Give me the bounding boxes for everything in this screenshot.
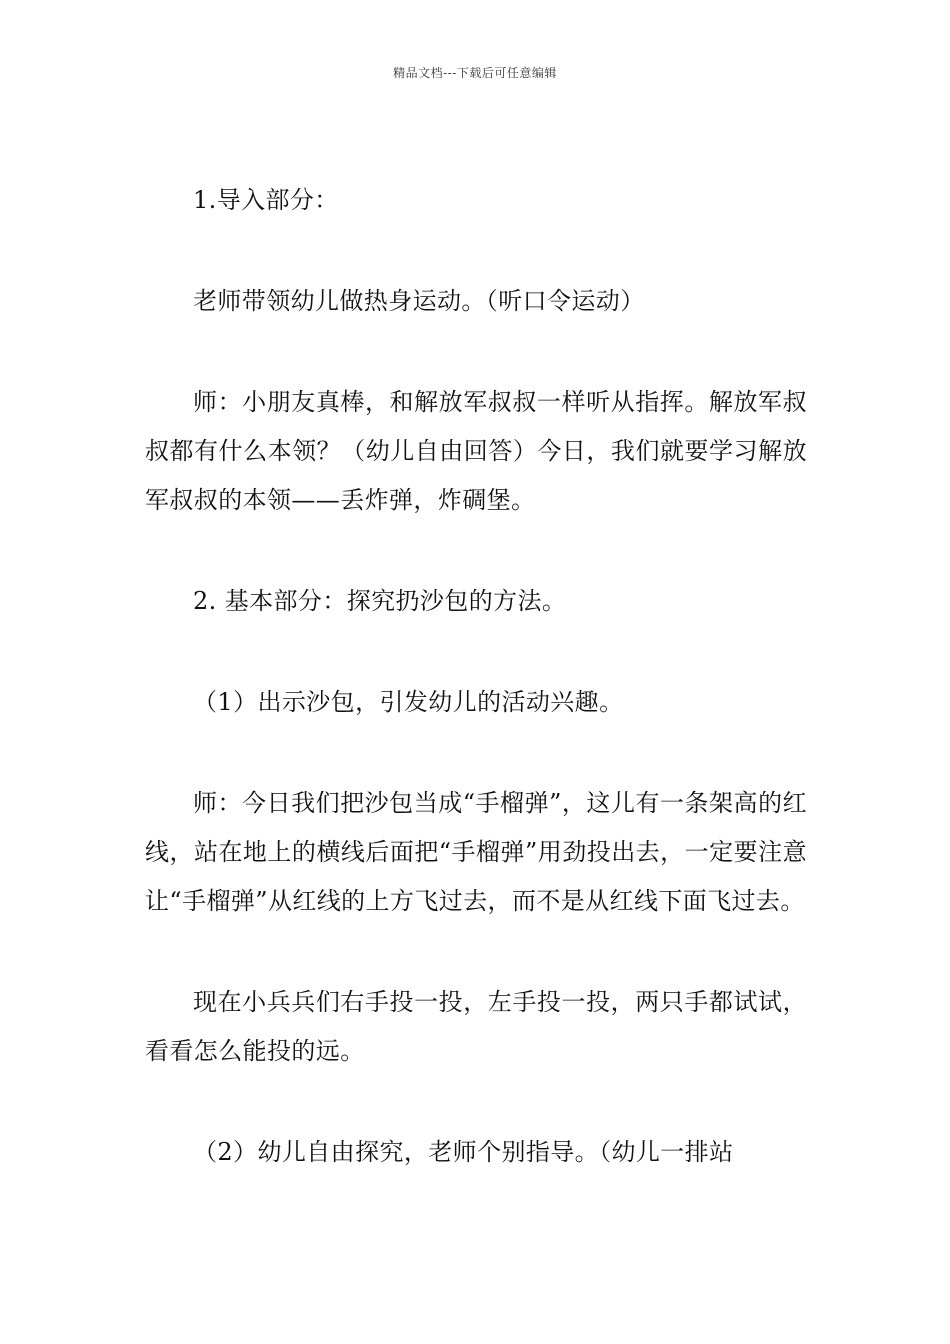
paragraph: 老师带领幼儿做热身运动。（听口令运动）	[193, 287, 645, 315]
section-heading-intro: 1.导入部分：	[193, 186, 339, 214]
page-header: 精品文档---下载后可任意编辑	[393, 66, 557, 80]
paragraph: （2）幼儿自由探究，老师个别指导。（幼儿一排站	[193, 1138, 734, 1166]
section-heading-basic: 2. 基本部分：探究扔沙包的方法。	[193, 587, 567, 615]
document-body	[145, 176, 807, 1229]
paragraph: 师：今日我们把沙包当成“手榴弹”，这儿有一条架高的红线，站在地上的横线后面把“手榴弹”用劲投出去，一定要注意让“手榴弹”从红线的上方飞过去，而不是从红线下面飞过去。	[145, 789, 807, 915]
paragraph: （1）出示沙包，引发幼儿的活动兴趣。	[193, 688, 624, 716]
paragraph: 现在小兵兵们右手投一投，左手投一投，两只手都试试，看看怎么能投的远。	[145, 988, 807, 1065]
paragraph: 师：小朋友真棒，和解放军叔叔一样听从指挥。解放军叔叔都有什么本领？（幼儿自由回答）今日，我们就要学习解放军叔叔的本领——丢炸弹，炸碉堡。	[145, 388, 807, 514]
